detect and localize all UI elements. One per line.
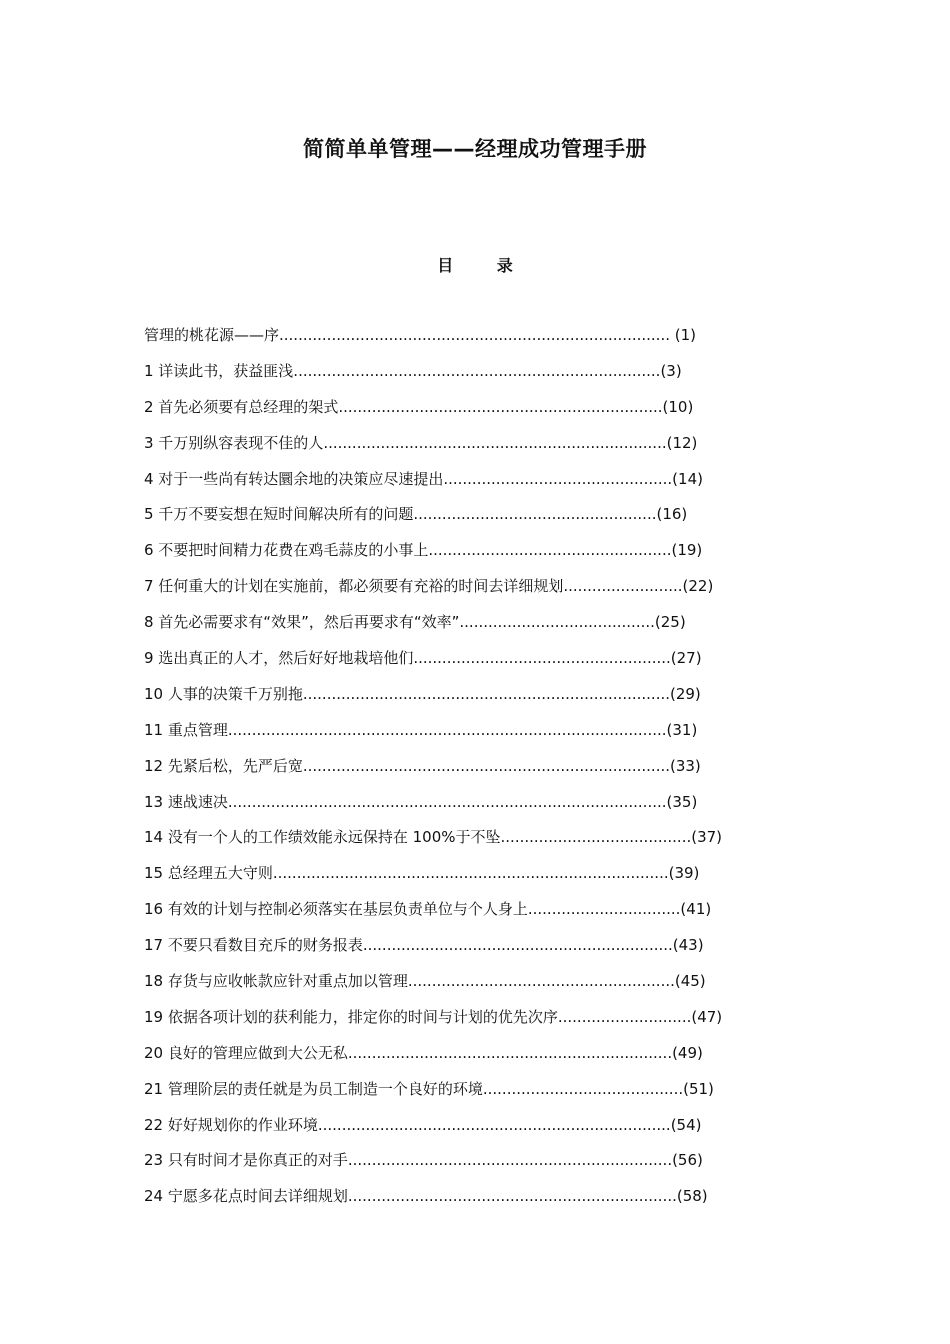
- toc-entry[interactable]: 13 速战速决............................................................................................(35): [144, 792, 698, 811]
- toc-entry[interactable]: 20 良好的管理应做到大公无私....................................................................(49): [144, 1043, 703, 1062]
- toc-entry[interactable]: 12 先紧后松，先严后宽.............................................................................(33): [144, 756, 701, 775]
- toc-entry[interactable]: 管理的桃花源——序.................................................................................. (1): [144, 326, 696, 344]
- table-of-contents: [144, 320, 794, 1217]
- toc-entry[interactable]: 5 千万不要妄想在短时间解决所有的问题...................................................(16): [144, 505, 688, 524]
- toc-entry[interactable]: 1 详读此书，获益匪浅.............................................................................(3): [144, 361, 682, 380]
- toc-entry[interactable]: 10 人事的决策千万别拖.............................................................................(29): [144, 684, 701, 703]
- toc-entry[interactable]: 14 没有一个人的工作绩效能永远保持在 100%于不坠........................................(37): [144, 828, 723, 847]
- toc-entry[interactable]: 22 好好规划你的作业环境..........................................................................(54): [144, 1115, 702, 1134]
- toc-entry[interactable]: 4 对于一些尚有转达圜余地的决策应尽速提出................................................(14): [144, 469, 703, 488]
- toc-entry[interactable]: 17 不要只看数目充斥的财务报表.................................................................(43): [144, 936, 704, 955]
- toc-entry[interactable]: 6 不要把时间精力花费在鸡毛蒜皮的小事上...................................................(19): [144, 541, 703, 560]
- toc-entry[interactable]: 24 宁愿多花点时间去详细规划.....................................................................(58): [144, 1187, 708, 1206]
- toc-entry[interactable]: 7 任何重大的计划在实施前，都必须要有充裕的时间去详细规划.........................(22): [144, 577, 714, 596]
- toc-entry[interactable]: 15 总经理五大守则...................................................................................(39): [144, 864, 700, 883]
- toc-entry[interactable]: 8 首先必需要求有“效果”，然后再要求有“效率”.........................................(25): [144, 613, 686, 632]
- toc-entry[interactable]: 2 首先必须要有总经理的架式....................................................................(10): [144, 397, 694, 416]
- toc-entry[interactable]: 19 依据各项计划的获利能力，排定你的时间与计划的优先次序............................(47): [144, 1007, 723, 1026]
- toc-entry[interactable]: 18 存货与应收帐款应针对重点加以管理........................................................(45): [144, 972, 706, 991]
- toc-entry[interactable]: 23 只有时间才是你真正的对手....................................................................(56): [144, 1151, 703, 1170]
- toc-heading: [0, 253, 950, 276]
- toc-heading-char-1: 目: [437, 256, 454, 275]
- toc-entry[interactable]: 11 重点管理............................................................................................(31): [144, 720, 698, 739]
- document-title: 简简单单管理——经理成功管理手册: [303, 137, 647, 161]
- toc-entry[interactable]: 9 选出真正的人才，然后好好地栽培他们......................................................(27): [144, 649, 702, 668]
- toc-heading-char-2: 录: [496, 256, 513, 275]
- toc-entry[interactable]: 21 管理阶层的责任就是为员工制造一个良好的环境..........................................(51): [144, 1079, 714, 1098]
- toc-entry[interactable]: 16 有效的计划与控制必须落实在基层负责单位与个人身上................................(41): [144, 900, 712, 919]
- toc-entry[interactable]: 3 千万别纵容表现不佳的人........................................................................(12): [144, 433, 698, 452]
